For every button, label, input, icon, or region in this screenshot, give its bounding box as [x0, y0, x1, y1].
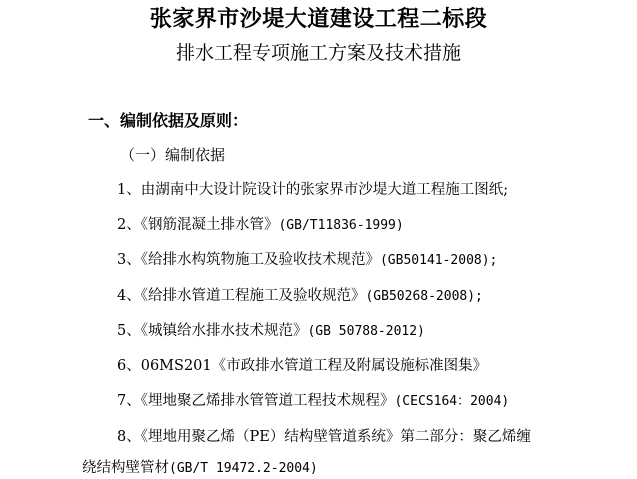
reference-item-code: (GB50141-2008);	[379, 253, 498, 268]
subsection-heading: （一）编制依据	[120, 146, 226, 164]
reference-item-text: 4、《给排水管道工程施工及验收规范》	[117, 288, 366, 304]
reference-item-code: (GB/T11836-1999)	[278, 218, 404, 233]
reference-item-text: 7、《埋地聚乙烯排水管管道工程技术规程》	[117, 393, 395, 409]
reference-item-5	[117, 319, 425, 340]
reference-item-8-line2	[82, 456, 318, 477]
reference-item-6	[117, 354, 487, 375]
reference-item-8-line1	[117, 425, 531, 446]
reference-item-text: 绕结构壁管材	[82, 460, 169, 476]
reference-item-code: (GB/T 19472.2-2004)	[169, 461, 318, 476]
reference-item-1	[117, 178, 508, 199]
reference-item-code: (GB50268-2008);	[365, 289, 483, 304]
reference-item-text: 1、由湖南中大设计院设计的张家界市沙堤大道工程施工图纸;	[117, 182, 509, 198]
document-subtitle: 排水工程专项施工方案及技术措施	[175, 42, 461, 64]
reference-item-text: 3、《给排水构筑物施工及验收技术规范》	[117, 252, 380, 268]
reference-item-text: 2、《钢筋混凝土排水管》	[117, 217, 279, 233]
reference-item-text: 6、06MS201《市政排水管道工程及附属设施标准图集》	[117, 358, 488, 374]
reference-item-7	[117, 389, 509, 410]
reference-item-text: 8、《埋地用聚乙烯（PE）结构壁管道系统》第二部分：聚乙烯缠	[117, 429, 531, 445]
reference-item-code: (CECS164：2004)	[394, 394, 510, 409]
reference-item-text: 5、《城镇给水排水技术规范》	[117, 323, 308, 339]
document-title: 张家界市沙堤大道建设工程二标段	[149, 6, 488, 32]
reference-item-4	[117, 284, 483, 305]
section-heading: 一、编制依据及原则：	[88, 111, 249, 130]
reference-item-code: (GB 50788-2012)	[307, 324, 425, 339]
reference-item-3	[117, 248, 497, 269]
reference-item-2	[117, 213, 404, 234]
